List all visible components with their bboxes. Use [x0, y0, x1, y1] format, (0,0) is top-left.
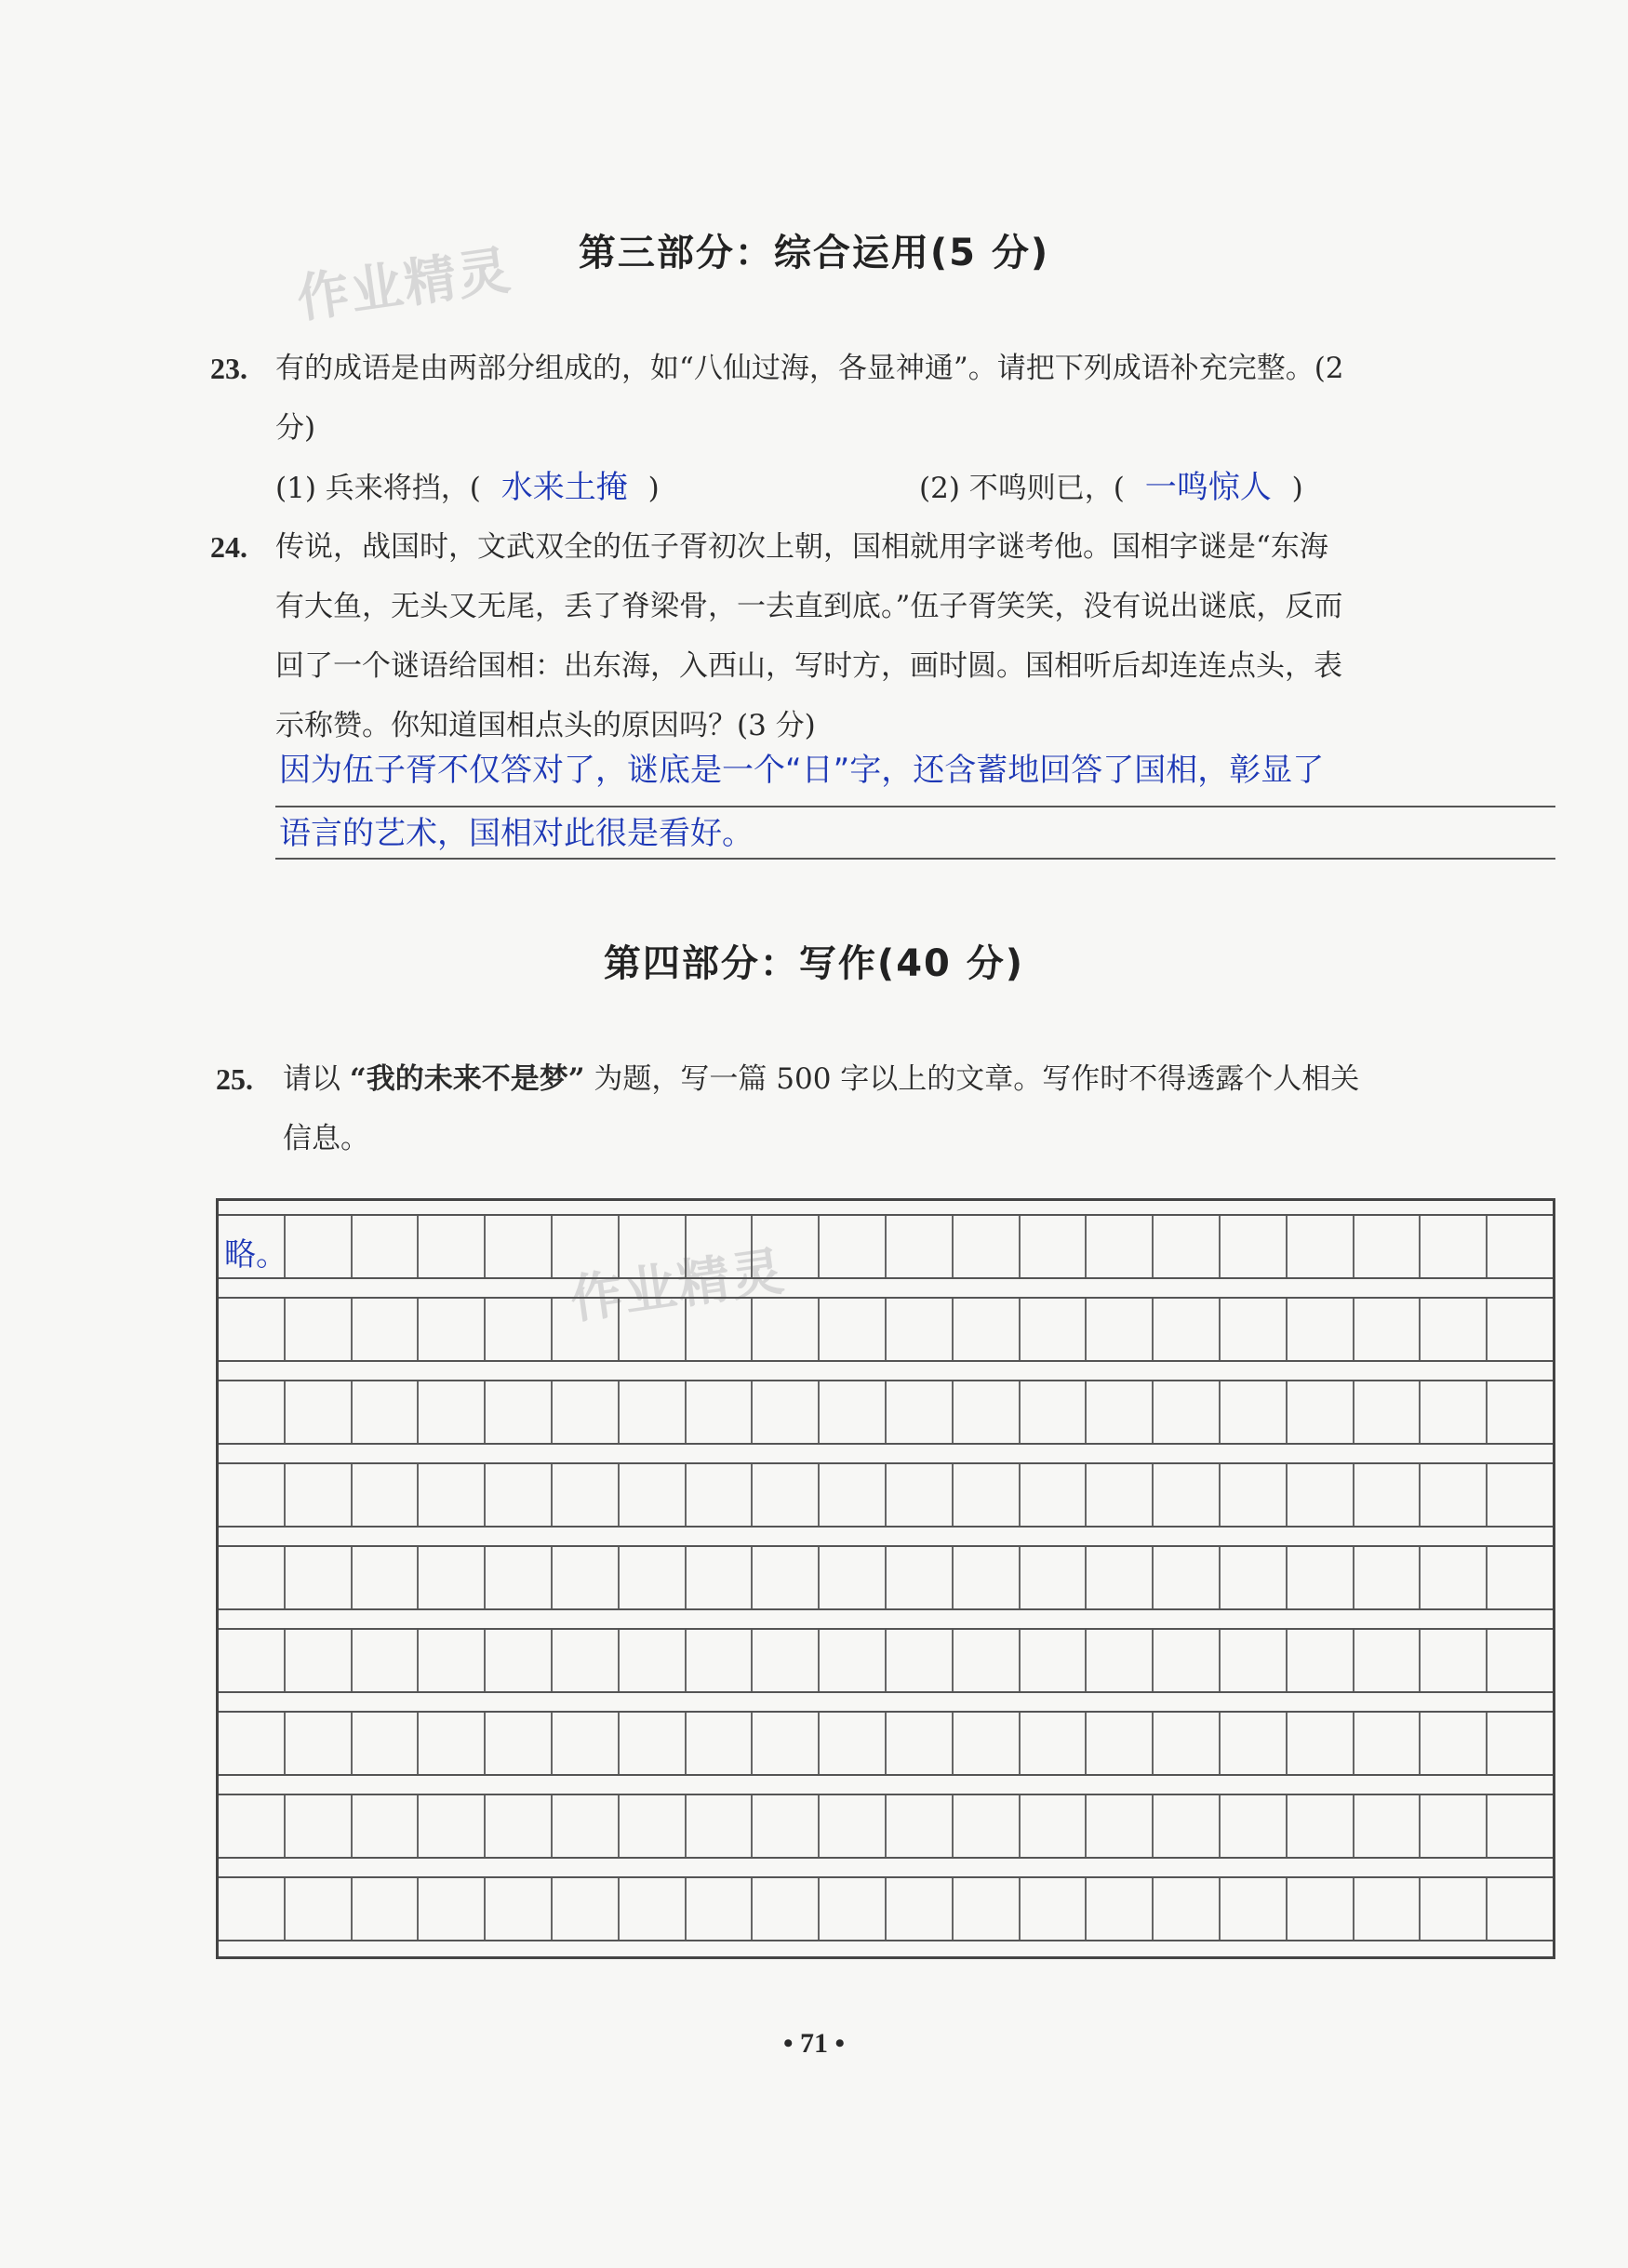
grid-cell [620, 1630, 687, 1691]
grid-cell [486, 1547, 553, 1608]
grid-cell [353, 1547, 420, 1608]
grid-cell [553, 1713, 620, 1774]
grid-cell [1087, 1630, 1154, 1691]
section-title-part4: 第四部分：写作(40 分) [603, 942, 1025, 985]
grid-cell [219, 1299, 286, 1360]
grid-cell [1288, 1713, 1354, 1774]
grid-cell [1354, 1381, 1421, 1443]
grid-cell [1421, 1630, 1488, 1691]
idiom-suffix: ) [1291, 472, 1303, 505]
idiom-answer: 一鸣惊人 [1144, 469, 1272, 506]
grid-cell [553, 1795, 620, 1857]
grid-cell [954, 1713, 1021, 1774]
grid-cell [1288, 1381, 1354, 1443]
grid-cell [286, 1630, 353, 1691]
grid-cell [620, 1299, 687, 1360]
grid-cell [954, 1795, 1021, 1857]
grid-cell [1354, 1216, 1421, 1277]
page-number: • 71 • [782, 2028, 845, 2059]
question-text: 信息。 [283, 1122, 369, 1155]
grid-cell [820, 1795, 887, 1857]
grid-cell [1488, 1299, 1553, 1360]
grid-cell [1154, 1547, 1221, 1608]
grid-cell [353, 1713, 420, 1774]
grid-cell [1154, 1795, 1221, 1857]
idiom-prefix: (1) 兵来将挡，( [275, 472, 481, 505]
grid-cell [286, 1381, 353, 1443]
grid-cell [419, 1630, 486, 1691]
grid-cell [1488, 1713, 1553, 1774]
question-text: 回了一个谜语给国相：出东海，入西山，写时方，画时圆。国相听后却连连点头，表 [275, 649, 1342, 683]
grid-cell [954, 1381, 1021, 1443]
grid-cell [419, 1547, 486, 1608]
writing-grid [216, 1198, 1555, 1959]
grid-cell [887, 1878, 954, 1940]
grid-cell [753, 1299, 820, 1360]
prompt-pre: 请以 [283, 1062, 340, 1096]
grid-cell [1354, 1713, 1421, 1774]
grid-cell [486, 1713, 553, 1774]
grid-cell [486, 1216, 553, 1277]
grid-cell [753, 1381, 820, 1443]
grid-cell [820, 1547, 887, 1608]
grid-cell [1488, 1795, 1553, 1857]
grid-cell [1021, 1299, 1088, 1360]
grid-cell [419, 1713, 486, 1774]
grid-cell [219, 1630, 286, 1691]
idiom-item-1 [275, 458, 660, 518]
grid-cell [1288, 1795, 1354, 1857]
grid-cell [887, 1381, 954, 1443]
grid-cell [1421, 1299, 1488, 1360]
grid-cell [887, 1216, 954, 1277]
grid-cell [887, 1795, 954, 1857]
grid-cell [419, 1795, 486, 1857]
grid-cell [1488, 1630, 1553, 1691]
grid-cell [954, 1464, 1021, 1526]
grid-cell [1021, 1630, 1088, 1691]
grid-cell [1288, 1878, 1354, 1940]
grid-cell [1087, 1878, 1154, 1940]
grid-cell [286, 1464, 353, 1526]
section-title-part3: 第三部分：综合运用(5 分) [578, 232, 1050, 274]
essay-topic: “我的未来不是梦” [349, 1062, 585, 1096]
grid-cell [419, 1299, 486, 1360]
grid-cell [620, 1381, 687, 1443]
grid-cell [1354, 1299, 1421, 1360]
prompt-post: 为题，写一篇 500 字以上的文章。写作时不得透露个人相关 [594, 1062, 1360, 1096]
grid-cell [1087, 1713, 1154, 1774]
grid-row [219, 1711, 1553, 1776]
grid-cell [486, 1878, 553, 1940]
grid-cell [1221, 1795, 1288, 1857]
grid-cell [219, 1795, 286, 1857]
grid-cell [820, 1216, 887, 1277]
grid-cell [1021, 1464, 1088, 1526]
grid-cell [1154, 1381, 1221, 1443]
grid-cell [753, 1630, 820, 1691]
grid-cell [620, 1878, 687, 1940]
grid-cell [820, 1630, 887, 1691]
grid-cell [1154, 1464, 1221, 1526]
grid-cell [620, 1713, 687, 1774]
grid-cell [219, 1464, 286, 1526]
grid-cell [1488, 1464, 1553, 1526]
grid-cell [1488, 1381, 1553, 1443]
grid-cell [286, 1878, 353, 1940]
grid-cell [687, 1216, 754, 1277]
grid-cell [1154, 1216, 1221, 1277]
grid-cell [353, 1216, 420, 1277]
grid-cell [687, 1464, 754, 1526]
grid-cell [219, 1547, 286, 1608]
grid-cell [353, 1630, 420, 1691]
grid-cell [553, 1216, 620, 1277]
grid-cell [486, 1630, 553, 1691]
grid-cell [286, 1795, 353, 1857]
grid-cell [1221, 1381, 1288, 1443]
grid-cell [1221, 1299, 1288, 1360]
grid-cell [353, 1381, 420, 1443]
grid-cell [486, 1299, 553, 1360]
grid-cell [286, 1547, 353, 1608]
grid-cell [887, 1630, 954, 1691]
grid-cell [1154, 1713, 1221, 1774]
grid-cell [353, 1464, 420, 1526]
question-text: 传说，战国时，文武双全的伍子胥初次上朝，国相就用字谜考他。国相字谜是“东海 [275, 530, 1328, 564]
grid-cell [1221, 1878, 1288, 1940]
grid-cell [1421, 1547, 1488, 1608]
grid-cell [353, 1795, 420, 1857]
idiom-item-2 [919, 458, 1303, 518]
grid-cell [620, 1547, 687, 1608]
grid-cell [1421, 1713, 1488, 1774]
grid-cell [1421, 1216, 1488, 1277]
grid-cell [1421, 1795, 1488, 1857]
grid-cell [620, 1216, 687, 1277]
grid-cell [1021, 1216, 1088, 1277]
question-text: 有的成语是由两部分组成的，如“八仙过海，各显神通”。请把下列成语补充完整。(2 [275, 352, 1344, 385]
grid-cell [1221, 1464, 1288, 1526]
answer-rule [275, 858, 1555, 860]
grid-cell [887, 1299, 954, 1360]
grid-cell [1021, 1547, 1088, 1608]
grid-cell [887, 1547, 954, 1608]
question-number: 23. [210, 352, 247, 385]
grid-cell [753, 1547, 820, 1608]
grid-cell [1221, 1547, 1288, 1608]
grid-cell [1488, 1216, 1553, 1277]
grid-cell [286, 1713, 353, 1774]
grid-cell [1154, 1630, 1221, 1691]
grid-cell [219, 1713, 286, 1774]
grid-cell [820, 1464, 887, 1526]
grid-cell [553, 1464, 620, 1526]
grid-cell [1087, 1795, 1154, 1857]
grid-cell [1354, 1795, 1421, 1857]
grid-cell [486, 1464, 553, 1526]
grid-cell [553, 1878, 620, 1940]
grid-cell [219, 1216, 286, 1277]
grid-cell [620, 1795, 687, 1857]
grid-cell [954, 1216, 1021, 1277]
grid-cell [687, 1878, 754, 1940]
grid-cell [353, 1878, 420, 1940]
grid-row [219, 1545, 1553, 1610]
grid-cell [553, 1630, 620, 1691]
grid-cell [1421, 1878, 1488, 1940]
essay-answer: 略。 [224, 1236, 287, 1274]
grid-cell [620, 1464, 687, 1526]
grid-cell [219, 1878, 286, 1940]
grid-cell [1154, 1878, 1221, 1940]
idiom-suffix: ) [647, 472, 660, 505]
grid-cell [1087, 1216, 1154, 1277]
grid-cell [1354, 1464, 1421, 1526]
grid-cell [687, 1547, 754, 1608]
grid-row [219, 1462, 1553, 1528]
grid-cell [687, 1630, 754, 1691]
grid-cell [753, 1878, 820, 1940]
grid-cell [820, 1713, 887, 1774]
grid-cell [1021, 1795, 1088, 1857]
grid-cell [286, 1299, 353, 1360]
grid-cell [1021, 1878, 1088, 1940]
grid-cell [1288, 1547, 1354, 1608]
grid-cell [1087, 1464, 1154, 1526]
grid-cell [219, 1381, 286, 1443]
grid-cell [753, 1216, 820, 1277]
grid-row [219, 1380, 1553, 1445]
question-number: 24. [210, 530, 247, 564]
grid-row [219, 1214, 1553, 1279]
question-text: 示称赞。你知道国相点头的原因吗？(3 分) [275, 709, 816, 742]
grid-cell [687, 1381, 754, 1443]
grid-cell [1421, 1381, 1488, 1443]
question-text [283, 1049, 1359, 1109]
grid-cell [553, 1381, 620, 1443]
grid-cell [1288, 1630, 1354, 1691]
grid-cell [486, 1381, 553, 1443]
grid-cell [753, 1795, 820, 1857]
grid-cell [820, 1878, 887, 1940]
grid-cell [419, 1216, 486, 1277]
question-text: 分) [275, 411, 316, 445]
grid-row [219, 1628, 1553, 1693]
grid-cell [1087, 1381, 1154, 1443]
grid-row [219, 1794, 1553, 1859]
question-text: 有大鱼，无头又无尾，丢了脊梁骨，一去直到底。”伍子胥笑笑，没有说出谜底，反而 [275, 590, 1343, 623]
grid-cell [286, 1216, 353, 1277]
grid-cell [687, 1713, 754, 1774]
grid-cell [1021, 1381, 1088, 1443]
grid-cell [1087, 1299, 1154, 1360]
grid-cell [1488, 1547, 1553, 1608]
grid-cell [1288, 1299, 1354, 1360]
grid-cell [1021, 1713, 1088, 1774]
grid-cell [954, 1547, 1021, 1608]
grid-cell [687, 1795, 754, 1857]
grid-cell [419, 1381, 486, 1443]
grid-cell [954, 1299, 1021, 1360]
grid-cell [954, 1878, 1021, 1940]
watermark: 作业精灵 [293, 240, 516, 330]
grid-cell [1354, 1547, 1421, 1608]
grid-cell [1087, 1547, 1154, 1608]
grid-cell [1488, 1878, 1553, 1940]
grid-cell [820, 1299, 887, 1360]
watermark: 作业精灵 [567, 1241, 790, 1331]
grid-cell [1288, 1464, 1354, 1526]
grid-cell [753, 1713, 820, 1774]
grid-cell [419, 1878, 486, 1940]
grid-cell [553, 1299, 620, 1360]
grid-cell [820, 1381, 887, 1443]
grid-cell [419, 1464, 486, 1526]
grid-cell [486, 1795, 553, 1857]
grid-cell [1221, 1630, 1288, 1691]
grid-cell [1154, 1299, 1221, 1360]
grid-cell [1354, 1630, 1421, 1691]
grid-cell [353, 1299, 420, 1360]
grid-cell [1421, 1464, 1488, 1526]
answer-text: 因为伍子胥不仅答对了，谜底是一个“日”字，还含蓄地回答了国相，彰显了 [279, 752, 1325, 789]
grid-cell [1221, 1713, 1288, 1774]
idiom-answer: 水来土掩 [500, 469, 628, 506]
grid-cell [887, 1713, 954, 1774]
question-number: 25. [216, 1062, 253, 1096]
grid-cell [887, 1464, 954, 1526]
answer-text: 语言的艺术，国相对此很是看好。 [279, 815, 754, 852]
idiom-prefix: (2) 不鸣则已，( [919, 472, 1125, 505]
grid-cell [1354, 1878, 1421, 1940]
grid-cell [753, 1464, 820, 1526]
grid-row [219, 1297, 1553, 1362]
grid-cell [1221, 1216, 1288, 1277]
grid-cell [687, 1299, 754, 1360]
grid-cell [553, 1547, 620, 1608]
grid-cell [954, 1630, 1021, 1691]
grid-cell [1288, 1216, 1354, 1277]
grid-row [219, 1876, 1553, 1941]
